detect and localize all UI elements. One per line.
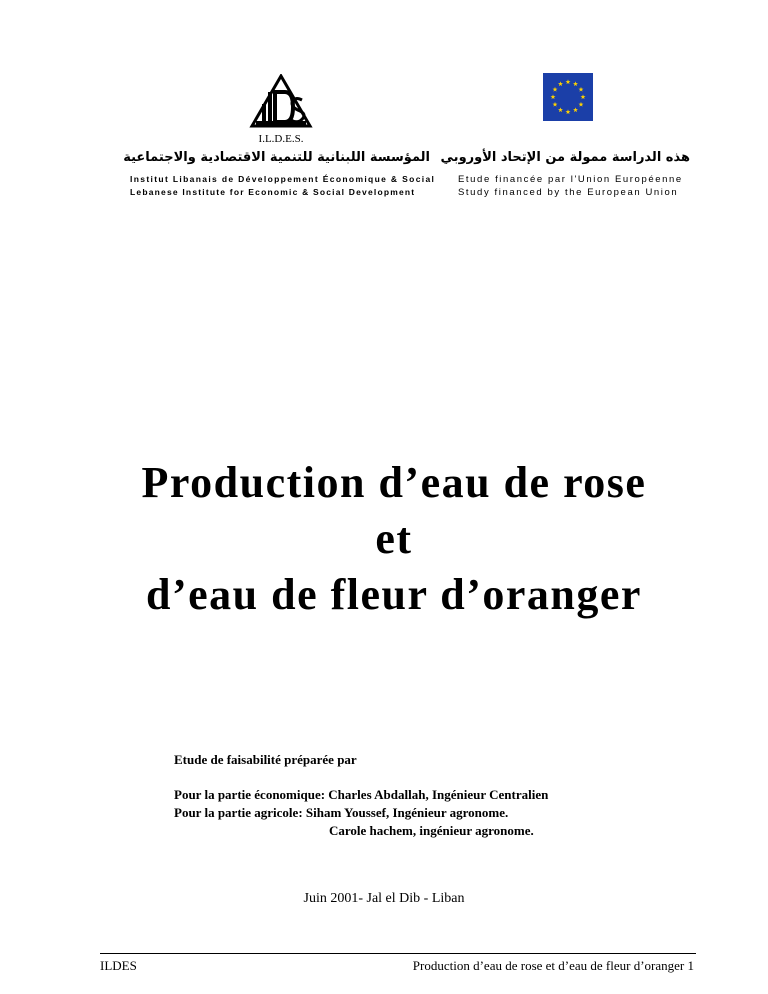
eu-funding-en: Study financed by the European Union: [458, 187, 679, 198]
agricultural-author-2: Carole hachem, ingénieur agronome.: [329, 823, 534, 838]
arabic-institute-name: المؤسسة اللبنانية للتنمية الاقتصادية والاجتماعية: [123, 150, 430, 165]
title-line-1: Production d’eau de rose: [141, 458, 647, 507]
footer-right: Production d’eau de rose et d’eau de fleur d’oranger 1: [412, 958, 694, 973]
date-place: Juin 2001- Jal el Dib - Liban: [303, 891, 465, 906]
ildes-logo: [248, 74, 314, 146]
ildes-logo-graphic: [248, 74, 314, 146]
institute-name-fr: Institut Libanais de Développement Économique & Social: [130, 174, 436, 184]
institute-name-en: Lebanese Institute for Economic & Social Development: [130, 187, 416, 197]
eu-flag-icon: [543, 73, 593, 121]
prepared-by: Etude de faisabilité préparée par: [174, 752, 357, 767]
title-line-3: d’eau de fleur d’oranger: [146, 570, 642, 619]
economic-author: Pour la partie économique: Charles Abdallah, Ingénieur Centralien: [174, 787, 549, 802]
arabic-eu-funding: هذه الدراسة ممولة من الإتحاد الأوروبي: [440, 150, 690, 165]
title-line-2: et: [375, 514, 413, 563]
eu-flag-graphic: [543, 73, 593, 121]
eu-funding-fr: Etude financée par l'Union Européenne: [458, 174, 683, 185]
logo-caption: I.L.D.E.S.: [258, 133, 304, 145]
footer-left: ILDES: [100, 958, 137, 973]
footer-divider: [100, 953, 696, 954]
agricultural-author: Pour la partie agricole: Siham Youssef, Ingénieur agronome.: [174, 805, 509, 820]
